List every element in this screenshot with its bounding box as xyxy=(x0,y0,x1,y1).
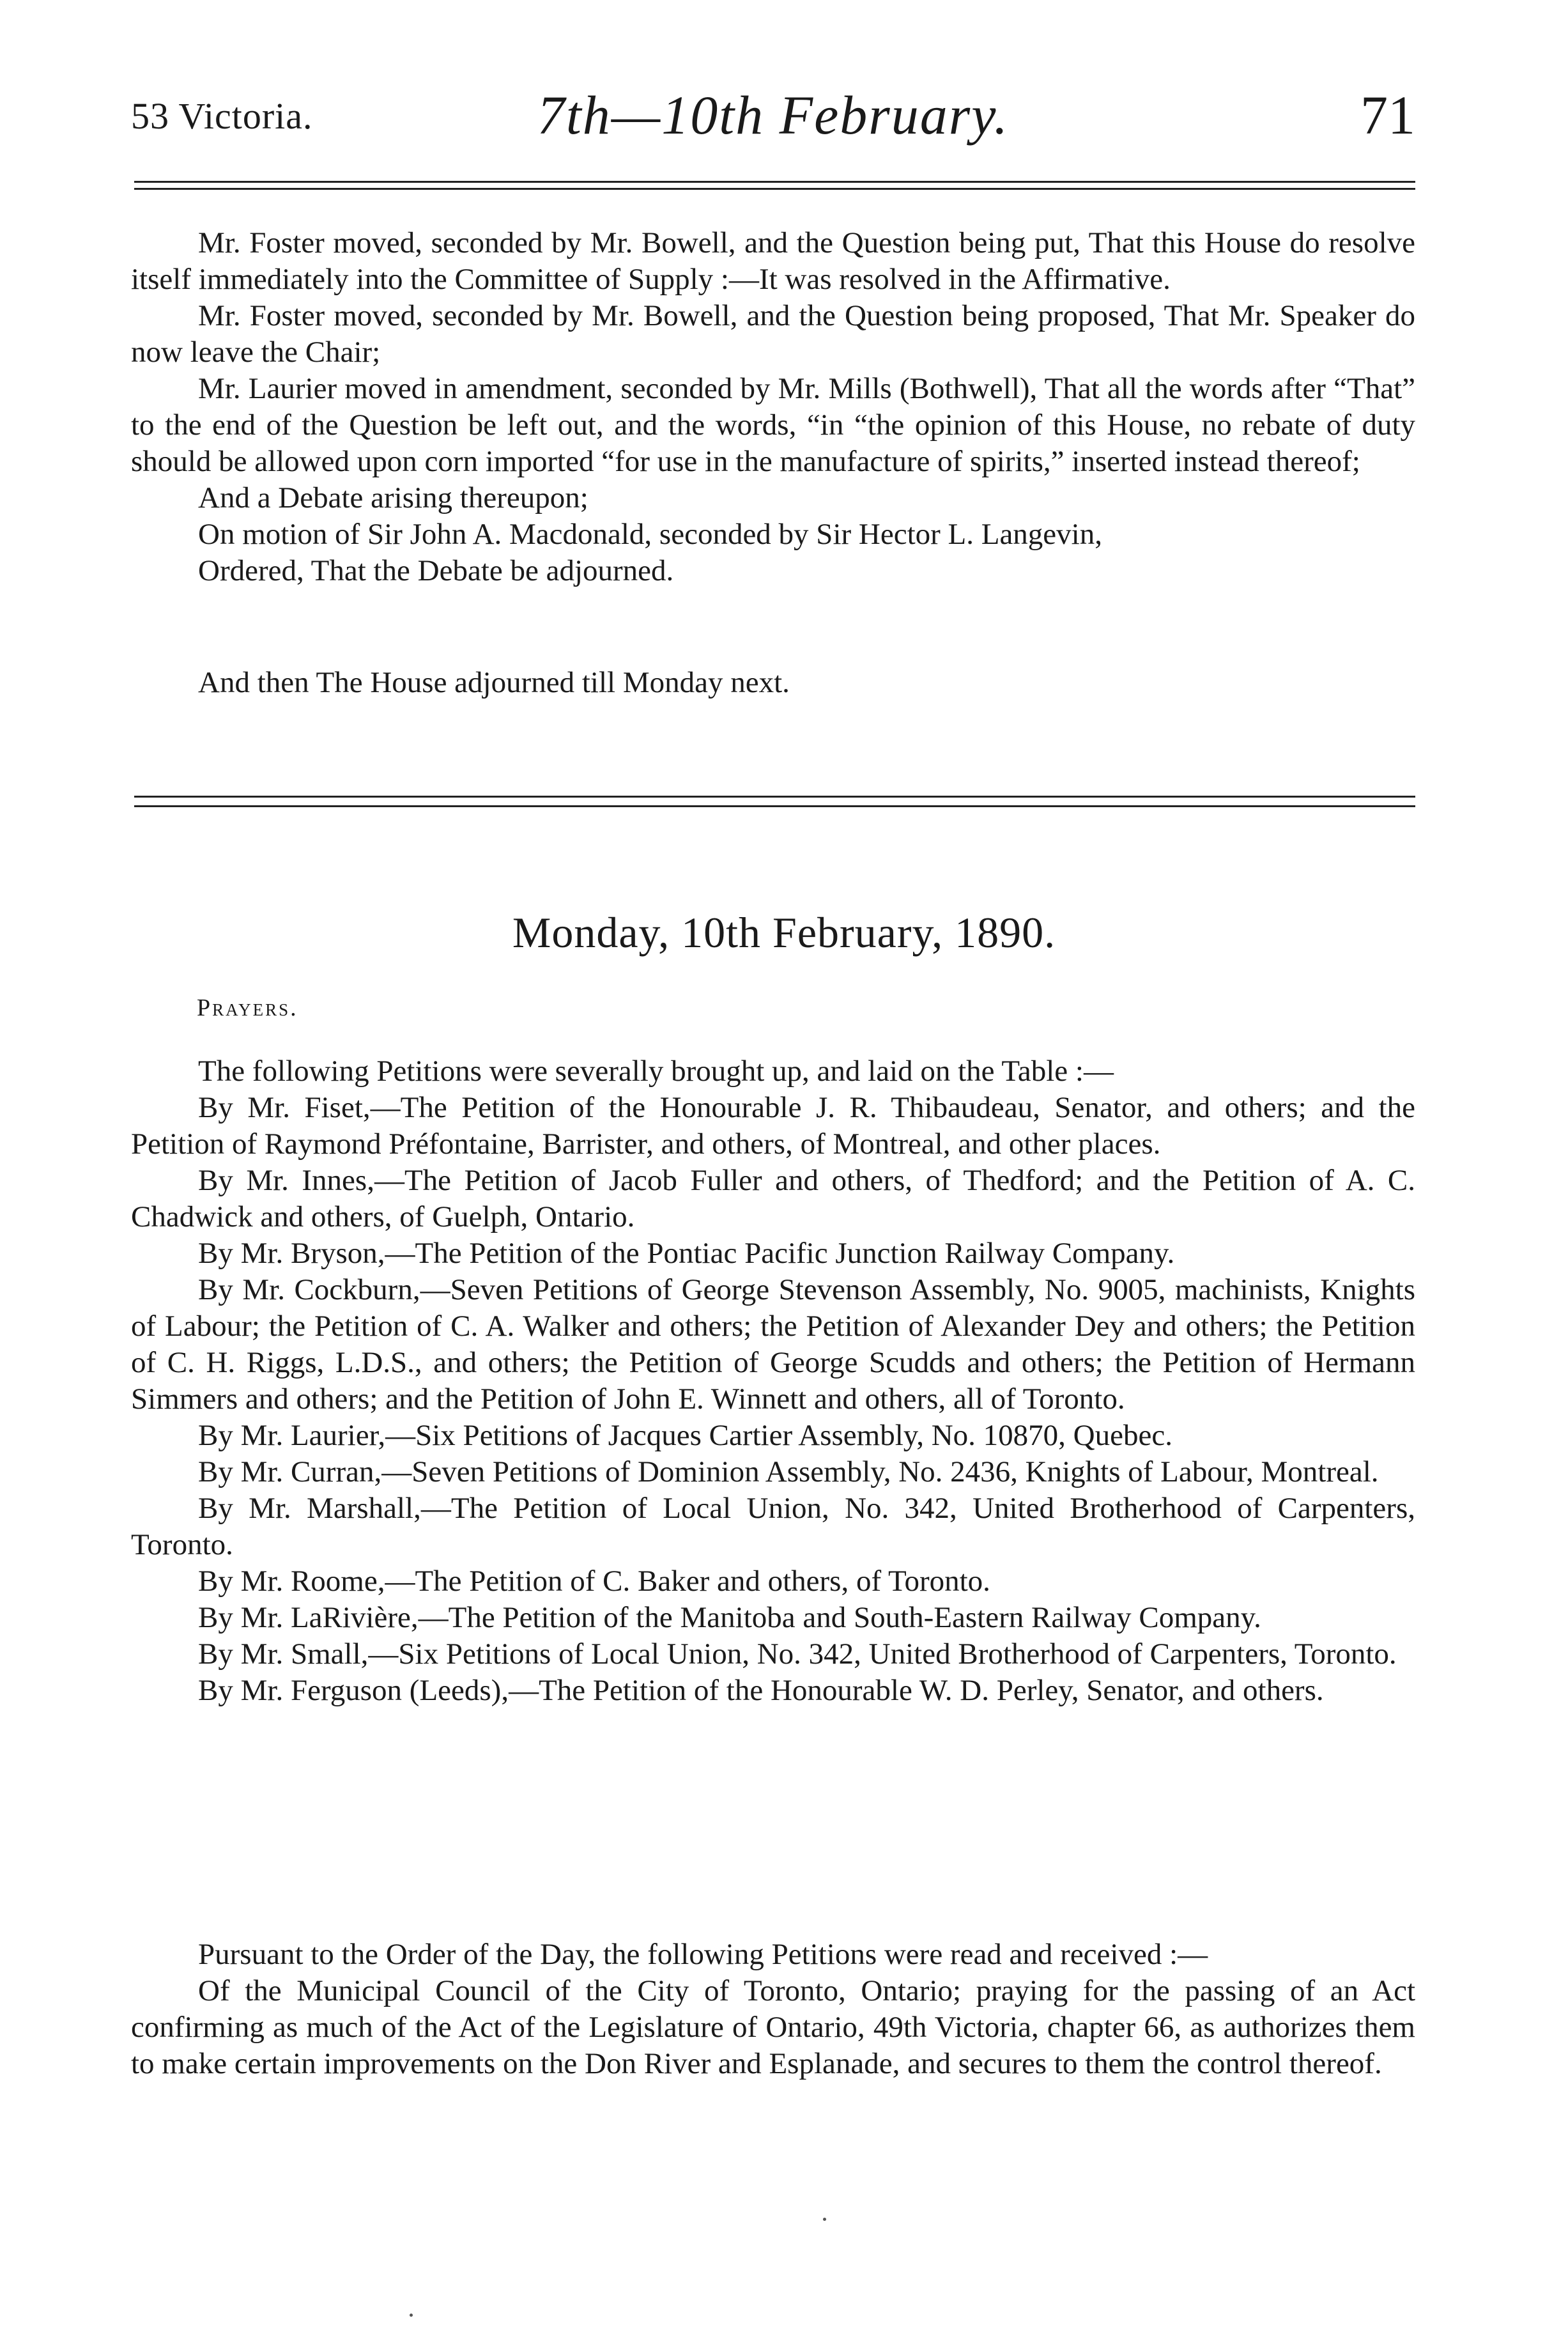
petition-entry: By Mr. Small,—Six Petitions of Local Union, No. 342, United Brotherhood of Carpenters, Toronto. xyxy=(198,1637,1397,1671)
adjournment-note: And then The House adjourned till Monday next. xyxy=(198,666,790,699)
petition-entry: By Mr. Laurier,—Six Petitions of Jacques Cartier Assembly, No. 10870, Quebec. xyxy=(198,1419,1172,1452)
petition-entry: By Mr. Roome,—The Petition of C. Baker and others, of Toronto. xyxy=(198,1565,990,1598)
petition-entry: By Mr. Bryson,—The Petition of the Pontiac Pacific Junction Railway Company. xyxy=(198,1237,1175,1270)
paragraph: On motion of Sir John A. Macdonald, seconded by Sir Hector L. Langevin, xyxy=(198,518,1102,551)
paragraph: Ordered, That the Debate be adjourned. xyxy=(198,554,674,587)
paragraph: Mr. Laurier moved in amendment, seconded by Mr. Mills (Bothwell), That all the words after “That” to the end of the Question be left out, and the words, “in “the opinion of this House, no rebate of duty should be allowed upon corn imported “for use in the manufacture of spirits,” inserted instead thereof; xyxy=(131,372,1415,478)
paragraph: Mr. Foster moved, seconded by Mr. Bowell, and the Question being proposed, That Mr. Speaker do now leave the Chair; xyxy=(131,299,1415,369)
proceedings-section xyxy=(131,225,1415,589)
day-heading: Monday, 10th February, 1890. xyxy=(512,908,1056,957)
header-double-rule xyxy=(134,181,1415,190)
print-speck xyxy=(410,2314,413,2317)
petitions-intro: The following Petitions were severally brought up, and laid on the Table :— xyxy=(198,1055,1114,1088)
petition-entry: By Mr. Ferguson (Leeds),—The Petition of the Honourable W. D. Perley, Senator, and others. xyxy=(198,1674,1324,1707)
petition-entry: By Mr. Marshall,—The Petition of Local Union, No. 342, United Brotherhood of Carpenters, Toronto. xyxy=(131,1492,1415,1561)
petition-entry: By Mr. Fiset,—The Petition of the Honourable J. R. Thibaudeau, Senator, and others; and the Petition of Raymond Préfontaine, Barrister, and others, of Montreal, and other places. xyxy=(131,1091,1415,1161)
running-head xyxy=(131,83,1415,153)
petition-entry: By Mr. LaRivière,—The Petition of the Manitoba and South-Eastern Railway Company. xyxy=(198,1601,1261,1634)
section-double-rule xyxy=(134,796,1415,807)
petition-entry: By Mr. Curran,—Seven Petitions of Dominion Assembly, No. 2436, Knights of Labour, Montreal. xyxy=(198,1455,1379,1488)
print-speck xyxy=(823,2218,826,2221)
session-label: 53 Victoria. xyxy=(131,95,313,137)
date-range-title: 7th—10th February. xyxy=(537,84,1010,146)
page-number: 71 xyxy=(1360,84,1415,146)
received-intro: Pursuant to the Order of the Day, the following Petitions were read and received :— xyxy=(198,1938,1208,1971)
petition-entry: By Mr. Cockburn,—Seven Petitions of George Stevenson Assembly, No. 9005, machinists, Knights of Labour; the Petition of C. A. Walker and others; the Petition of Alexander Dey and others; the Petition of C. H. Riggs, L.D.S., and others; the Petition of George Scudds and others; the Petition of Hermann Simmers and others; and the Petition of John E. Winnett and others, all of Toronto. xyxy=(131,1273,1415,1416)
petitions-received-section xyxy=(131,1936,1415,2082)
petitions-presented-section xyxy=(131,1053,1415,1709)
paragraph: Mr. Foster moved, seconded by Mr. Bowell, and the Question being put, That this House do resolve itself immediately into the Committee of Supply :—It was resolved in the Affirmative. xyxy=(131,226,1415,296)
adjournment-section xyxy=(131,665,1415,701)
prayers-label: Prayers. xyxy=(197,994,298,1021)
petition-entry: By Mr. Innes,—The Petition of Jacob Fuller and others, of Thedford; and the Petition of A. C. Chadwick and others, of Guelph, Ontario. xyxy=(131,1164,1415,1233)
paragraph: And a Debate arising thereupon; xyxy=(198,481,588,514)
received-petition: Of the Municipal Council of the City of Toronto, Ontario; praying for the passing of an Act confirming as much of the Act of the Legislature of Ontario, 49th Victoria, chapter 66, as authorizes them to make certain improvements on the Don River and Esplanade, and secures to them the control thereof. xyxy=(131,1974,1415,2080)
